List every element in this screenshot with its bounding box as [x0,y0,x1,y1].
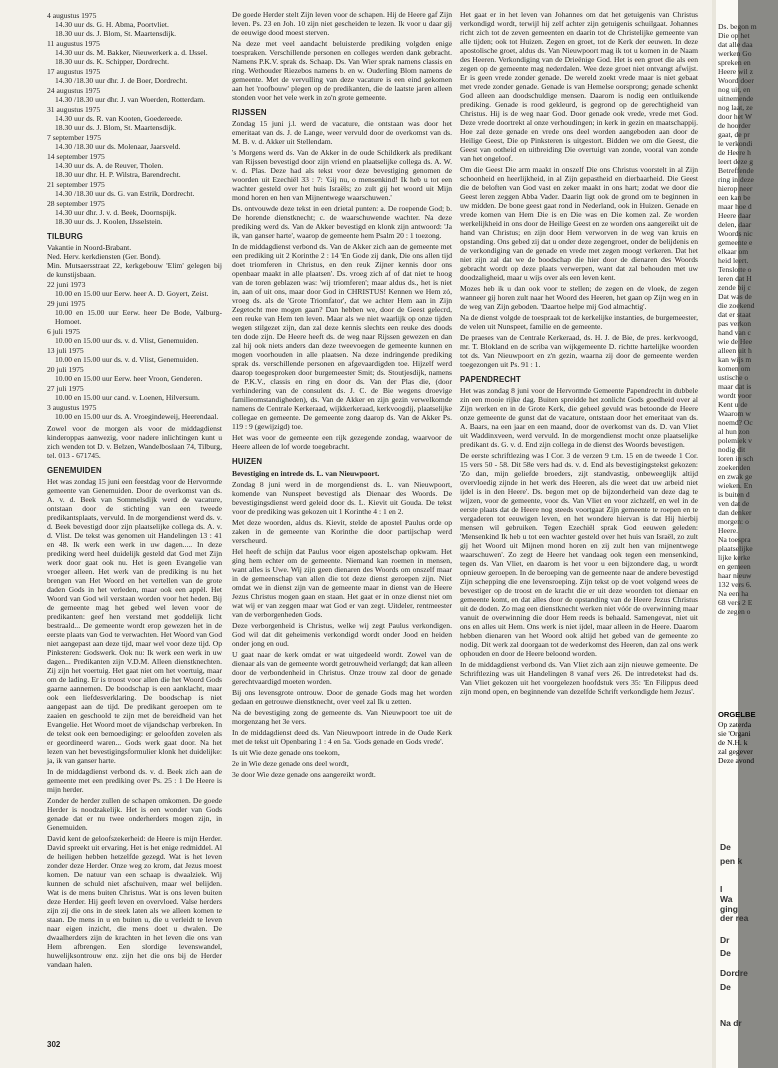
edge-fragment: 68 vers 2 E [718,598,753,607]
edge-fragment: Heere. [718,526,739,535]
edge-fragment: de hoorder [718,121,751,130]
genemuiden-paragraph: Na deze met veel aandacht beluisterde prediking volgden enige toespraken. Verschillende personen en colleges werden dank gebracht. Namens P.K.V. sprak ds. Schaap. Ds. Van Wier sprak namens classis en ring. Wethouder Riezebos namens b. en w. Ouderling Blom namens de gemeente. Met de vervulling van deze vacature is een eind gekomen aan het 'roofbouw' plegen op de predikanten, die de laatste jaren alleen stonden voor het vele werk in zo'n grote gemeente. [232,39,452,102]
genemuiden-body [47,477,222,969]
ad-fragment: De [720,982,731,992]
edge-fragment: wieken. En [718,481,753,490]
edge-fragment: ring in deze [718,175,754,184]
huizen-paragraph: Het gaat er in het leven van Johannes om dat het getuigenis van Christus verkondigd wordt, terwijl hij zelf achter zijn getuigenis schuilgaat. Johannes richt zich tot de zeven gemeenten en daarin tot de Christelijke gemeente van alle tijden; ook tot Huizen. Zegen en groet, tot de Kerk der eeuwen. In deze apostolische groet, aldus ds. Van Nieuwpoort mag ik tot u komen in de Naam des Heeren. Verkondiging van de Drieënige God. Het is een groet die als een zegen op de gemeente mag nederdalen. Wee deze groet niet ontvangt afwijst. Er is geen vrede zonder genade. De wereld zoekt vrede maar is niet gebaat met vrede zonder genade. Genade is van Hemelse oorsprong; genade schenkt God alleen aan doodschuldige mensen. Daarom is nodig een ontluikende prediking. Genade is rood gekleurd, is gegrond op de gerechtigheid van Christus. Hij is de weg naar God. Door genade ook vrede, vrede met God. Deze vrede doortrekt al onze verhoudingen; in kerk in gezin en maatschappij. Hoe zal deze genade en vrede ons deel worden aangeboden aan door de Heilige Geest, Die op Pinksteren is uitgestort. Bidden we om die Geest, die Geest van ootheid en uitbreiding Die overtuigt van zonde, vooral van zonde van het ongeloof. [460,10,698,163]
ad-fragment: pen k [720,856,743,866]
edge-fragment: nog uit, en [718,85,751,94]
edge-fragment: Betreffende [718,166,754,175]
schedule-date: 24 augustus 1975 [47,86,101,95]
edge-fragment: de zegen o [718,607,751,616]
edge-fragment: een kan be [718,193,751,202]
schedule-date: 28 september 1975 [47,199,105,208]
tilburg-intro-line: Ned. Herv. kerkdiensten (Ger. Bond). [47,252,161,261]
edge-fragment: ven dat de [718,499,750,508]
papendrecht-heading: PAPENDRECHT [460,375,521,384]
edge-fragment: polemiek v [718,436,752,445]
rijssen-body [232,119,452,451]
huizen-paragraph: De praeses van de Centrale Kerkeraad, ds. H. J. de Bie, de pres. kerkvoogd, mr. T. Blokland en de scriba van wijkgemeente D. richtte hartelijke woorden tot ds. Van Nieuwpoort en z'n gezin, waarna zij door de gemeente werden toegezongen uit Ps. 91 : 1. [460,333,698,369]
tilburg-service: 10.00 en 15.00 uur ds. v. d. Vlist, Genemuiden. [55,355,199,364]
edge-fragment: leren dat H [718,274,752,283]
ad-fragment: De [720,948,731,958]
edge-bottom-heading: ORGELBE [718,710,756,719]
edge-fragment: uitnemende [718,94,754,103]
schedule-line: 14.30 uur ds. M. Bakker, Nieuwerkerk a. d. IJssel. [55,48,208,57]
column-1 [47,10,222,971]
edge-fragment: gemeente e [718,238,753,247]
genemuiden-body-continued [232,10,452,102]
edge-bottom-line: de N.H. k [718,738,748,747]
rijssen-paragraph: Ds. ontvouwde deze tekst in een drietal punten: a. De roepende God; b. De horende dienstknecht; c. de waarschuwende wachter. Na deze prediking werd ds. Van de Akker bevestigd en klonk zijn antwoord: 'Ja ik, van ganser harte', waarop de gemeente hem Psalm 20 : 1 toezong. [232,204,452,240]
huizen-body [232,480,452,779]
ad-fragment: der rea [720,913,749,923]
huizen-paragraph: Zondag 8 juni werd in de morgendienst ds. L. van Nieuwpoort, komende van Nunspeet bevestigd als Dienaar des Woords. De bevestigingsdienst werd geleid door ds. L. Kievit uit Gouda. De tekst voor de prediking was gekozen uit 1 Korinthe 4 : 1 en 2. [232,480,452,516]
schedule-date: 31 augustus 1975 [47,105,101,114]
papendrecht-paragraph: In de middagdienst verbond ds. Van Vliet zich aan zijn nieuwe gemeente. De Schriftlezing was uit Handelingen 8 vanaf vers 26. De intredetekst had ds. Van Vliet gekozen uit het voorgelezen hoofdstuk vers 35: 'En Filippus deed zijn mond open, en beginnende van dezelfde Schrift verkondigde hem Jezus'. [460,660,698,696]
rijssen-paragraph: Het was voor de gemeente een rijk gezegende zondag, waarvoor de Heere alleen de lof worde toegebracht. [232,433,452,451]
huizen-subheading: Bevestiging en intrede ds. L. van Nieuwpoort. [232,469,380,478]
tilburg-intro-line: Vakantie in Noord-Brabant. [47,243,132,252]
edge-fragment: Die op het [718,31,750,40]
rijssen-paragraph: 's Morgens werd ds. Van de Akker in de oude Schildkerk als predikant van Rijssen bevestigd door zijn vriend en plaatselijke collega ds. A. W. v. d. Plas. Deze had als tekst voor deze bevestiging genomen de woorden uit Ezechiël 33 : 7: 'Gij nu, o mensenkind! Ik heb u tot een wachter gesteld over het huis Israëls; zo zult gij het woord uit Mijn mond horen en hen van Mijnentwege waarschuwen.' [232,148,452,202]
edge-fragment: door het W [718,112,753,121]
huizen-paragraph: Om die Geest Die arm maakt in onszelf Die ons Christus voorstelt in al Zijn schoonheid en heerlijkheid, in al Zijn gepastheid en dierbaarheid. Die Geest die de beloften van God vast en zeker maakt in ons hart; zodat we door die Geest leren zeggen Abba Vader. Daarin ligt ook de grond om te beginnen in uw midden. De bone geest gaat rond in Nederland, ook in Huizen. Genade en vrede komen van Hem Die is en Die was en Die komen zal. Ze worden werkelijkheid in ons door de Heilige Geest en ze worden ons aangereikt uit de hand van Christus; en zijn door Hem verworven in de weg van kruis en opstanding. Ons gebed zij dat u onder deze zegengroet, onder de belijdenis en de verkondiging van de genade en vrede met zegen moogt verkeren. Dat het niet zijn zal dat we de boodschap die hier door de dienaren des Woords gebracht wordt op deze plaats verwerpen, want dat zal behouden met uw doodzaligheid, maar u wijs over als een leven kent. [460,165,698,282]
huizen-paragraph: Met deze woorden, aldus ds. Kievit, stelde de apostel Paulus orde op zaken in de gemeente van Korinthe die door partijschap werd verscheurd. [232,518,452,545]
schedule-line: 18.30 uur ds. J. Blom, St. Maartensdijk. [55,29,177,38]
tilburg-service: 10.00 en 15.00 uur Eerw. heer De Bode, Valburg-Homoet. [55,308,222,326]
edge-fragment: al hun zon [718,427,750,436]
edge-fragment: lijke kerke [718,553,751,562]
ad-fragment: Wa [720,894,733,904]
huizen-paragraph: Is uit Wie deze genade ons toekom, [232,748,340,757]
tilburg-date: 27 juli 1975 [47,384,84,393]
schedule-line: 14.30 /18.30 uur dhr. J. van Woerden, Rotterdam. [55,95,206,104]
edge-fragment: leert deze g [718,157,753,166]
tilburg-closing: Zowel voor de morgen als voor de middagdienst kinderoppas aanwezig, voor nadere inlichtingen kunt u zich wenden tot D. v. Belzen, Wandelboslaan 74, Tilburg, tel. 013 - 671745. [47,424,222,460]
schedule-line: 14.30 uur dhr. J. v. d. Beek, Doornspijk. [55,208,177,217]
edge-fragment: gaat, de pr [718,130,750,139]
ad-fragment: De [720,842,731,852]
column-2 [232,10,452,781]
edge-fragment: en gemeen [718,562,751,571]
edge-fragment: pas verkon [718,319,752,328]
tilburg-service: 10.00 en 15.00 uur Eerw. heer Vroon, Genderen. [55,374,203,383]
schedule-date: 17 augustus 1975 [47,67,101,76]
edge-fragment: Woord doer [718,76,754,85]
edge-fragment: alleen uit h [718,346,752,355]
ad-fragment: Na dr [720,1018,742,1028]
edge-fragment: 132 vers 6. [718,580,752,589]
edge-fragment: Heere wil z [718,67,753,76]
edge-fragment: Kent u de [718,400,748,409]
huizen-paragraph: Bij ons levensgrote ontrouw. Door de genade Gods mag het worden gedaan en getrouwe dienstknecht, over veel zal Ik u zetten. [232,688,452,706]
schedule-line: 18.30 uur ds. J. Blom, St. Maartensdijk. [55,123,177,132]
tilburg-service: 10.00 en 15.00 uur cand. v. Loenen, Hilversum. [55,393,200,402]
schedule-line: 14.30 /18.30 uur dhr. J. de Boer, Dordrecht. [55,76,188,85]
edge-fragment: noemd? Oc [718,418,753,427]
page-number: 302 [47,1040,61,1049]
huizen-paragraph: Deze verborgenheid is Christus, welke wij zegt Paulus verkondigen. God wil dat dit geheimenis verkondigd wordt onder Jood en heiden onder jong en oud. [232,621,452,648]
edge-fragment: komen om [718,364,751,373]
huizen-paragraph: Na de bevestiging zong de gemeente ds. Van Nieuwpoort toe uit de morgenzang het 3e vers. [232,708,452,726]
schedule-date: 4 augustus 1975 [47,11,97,20]
edge-bottom-line: Op zaterda [718,720,752,729]
edge-fragment: Na een ha [718,589,749,598]
schedule-line: 18.30 uur ds. J. Koolen, IJsselstein. [55,217,163,226]
edge-fragment: plaatselijke [718,544,753,553]
huizen-paragraph: In de middagdienst deed ds. Van Nieuwpoort intrede in de Oude Kerk met de tekst uit Openbaring 1 : 4 en 5a. 'Gods genade en Gods vrede'. [232,728,452,746]
next-page-strip [716,0,757,1068]
edge-fragment: hierop neer [718,184,753,193]
tilburg-date: 20 juli 1975 [47,365,84,374]
huizen-paragraph: U gaat naar de kerk omdat er wat uitgedeeld wordt. Zowel van de dienaar als van de gemeente wordt getrouwheid verlangd; dat kan alleen door de verbondenheid in Christus. Onze trouw zal door de genade gerechtvaardigd moeten worden. [232,650,452,686]
tilburg-date: 22 juni 1973 [47,280,86,289]
schedule-line: 18.30 uur dhr. H. P. Wilstra, Barendrecht. [55,170,181,179]
tilburg-service: 10.00 en 15.00 uur ds. A. Vroegindeweij, Heerendaal. [55,412,219,421]
edge-fragment: is buiten d [718,490,750,499]
ad-fragment: Dr [720,935,730,945]
edge-fragment: die zoekend [718,301,755,310]
tilburg-service: 10.00 en 15.00 uur ds. v. d. Vlist, Genemuiden. [55,336,199,345]
edge-fragment: morgen: o [718,517,749,526]
edge-fragment: loren in sch [718,454,754,463]
huizen-paragraph: Hel heeft de schijn dat Paulus voor eigen apostelschap opkwam. Het ging hem echter om de gemeente. Niemand kan roemen in mensen, want alles is Uwe. Wij zijn geen dienaren des Woords om onszelf maar in de gemeenschap van allen die tot deze dienst geroepen zijn. Niet omdat we in dienst zijn van de gemeente maar in dienst van de Heere Jezus Christus mogen gaan en staan. Het gaat er in onze dienst niet om wat wij er van zeggen maar wat God er van zegt. Uitdeler, rentmeester van de verborgenheden Gods. [232,547,452,619]
huizen-paragraph: 3e door Wie deze genade ons aangereikt wordt. [232,770,376,779]
edge-text-fragments [718,22,778,616]
edge-fragment: elkaar om [718,247,749,256]
edge-fragment: dan denker [718,508,752,517]
huizen-heading: HUIZEN [232,457,263,466]
edge-bottom-line: zal gegever [718,747,753,756]
column-3 [460,10,698,698]
genemuiden-paragraph: Het was zondag 15 juni een feestdag voor de Hervormde gemeente van Genemuiden. Door de overkomst van ds. A. v. d. Beek van Sommelsdijk werd de vacature, ontstaan door de stichting van een tweede predikantsplaats, vervuld. In de morgendienst werd ds. v. d. Beek bevestigd door zijn plaatselijke collega ds. A. v. d. Vlist. De tekst was genomen uit Handelingen 13 : 41 en 48. Ik werk een werk in uw dagen..... In deze prediking werd heel duidelijk gesteld dat God met Zijn werk door gaat ook nu. Het is geen Evangelie van vroeger alleen. Het werk van de prediking is nu het brengen van Het Woord en het vertellen van de grote daden Gods in het verleden, maar ook een appèl. Het Woord van God wil verstaan worden voor het heden. Bij de gemeente mag het gebed wel leven voor de predikanten: geef hen verstand met goddelijk licht bestraald... De gemeente wordt erop gewezen het in de eerste plaats van God te verwachten. Het Woord van God niet aangepast aan deze tijd, maar wel voor deze tijd. Op Pinksteren: Godswerk. Ook nu: Ik werk een werk in uw dagen... Predikanten zijn V.D.M. Alleen dienstknechten. Zij zijn het voertuig. Het gaat niet om het voertuig, maar om de lading. Er is troost voor allen die het Woord Gods gaarne aannemen. De boodschap is een aanklacht, maar ook een liefdesverklaring. De boodschap is niet aangepast aan de tijd. De predikant geroepen om te zaaien en geschoold te zijn met de bereidheid van het Evangelie. Het Woord moet de vijandschap verbreken. In de tekst ook een bemoediging: er geloofden zovelen als er geordineerd waren... Gods werk gaat door. Na het lezen van het bevestigingsformulier klonk het duidelijke: ja, ik van ganser harte. [47,477,222,765]
genemuiden-heading: GENEMUIDEN [47,466,102,475]
schedule-date: 14 september 1975 [47,152,105,161]
tilburg-date: 13 juli 1975 [47,346,84,355]
edge-fragment: Na toespra [718,535,751,544]
edge-bottom-line: Deze avond [718,756,755,765]
schedule-line: 14.30 /18.30 uur ds. G. van Estrik, Dordrecht. [55,189,195,198]
schedule-date: 7 september 1975 [47,133,101,142]
edge-fragment: delen, daar [718,220,752,229]
edge-fragment: wie de Hee [718,337,753,346]
edge-fragment: kan wijs m [718,355,752,364]
huizen-paragraph: 2e in Wie deze genade ons deel wordt, [232,759,349,768]
genemuiden-paragraph: David kent de geloofszekerheid: de Heere is mijn Herder. David spreekt uit ervaring. Het is het enige redmiddel. Al de heiligen hebben hetzelfde gezegd. Wat is het leven zonder deze Herder. Onze weg zo krom, dat Jezus moest komen. De natuur van een schaap is dwaalziek. Wij kunnen de schuld niet afschuiven, maar wel belijden. Wat is de mens buiten Christus. Wat is ons leven buiten deze Herder. Hij geeft leven en overvloed. Valse herders zijn zij die ons in de steek laten als we alleen komen te staan. De mens in u en buiten u, die u verleidt te leven naar eigen inzicht, die mens doet u dwalen. De dwaalherders zijn de krachten in het leven die ons van Hem afbrengen. Een slordige levenswandel, huwelijksontrouw enz. zijn het die ons bij de Herder vandaan halen. [47,834,222,969]
huizen-body-continued [460,10,698,369]
schedule-line: 14.30 uur ds. R. van Kooten, Goedereede. [55,114,183,123]
tilburg-intro-line: Min. Mutsaersstraat 22, kerkgebouw 'Elim' gelegen bij de kunstijsbaan. [47,261,222,279]
edge-fragment: ustische o [718,373,749,382]
edge-fragment: spreken en [718,58,751,67]
papendrecht-paragraph: De eerste schriftlezing was I Cor. 3 de verzen 9 t.m. 15 en de tweede 1 Cor. 15 vers 50 - 58. Dit 58e vers had ds. v. d. End als bevestigingstekst gekozen: 'Zo dan, mijn geliefde broeders, zijt standvastig, onbeweeglijk altijd overvloedig zijnde in het werk des Heeren, als die weet dat uw arbeid niet ijdel is in den Heere'. Ds. begon met op de bijzonderheid van deze dag te wijzen, voor de gemeente, voor ds. Van Vliet en voor zichzelf, en wel in de eerste plaats dat de Heere nog steeds voortgaat Zijn gemeente te roepen en te vergaderen tot eeuwigen leven, en het wondere hiervan is dat Hij hierbij mensen wil gebruiken. Tegen Ezechiël sprak God eeuwen geleden: 'Mensenkind Ik heb u tot een wachter gesteld over het huis van Israël, zo zult gij het Woord uit Mijnen mond horen en zij zult hen van mijnentwege waarschuwen'. Zo zegt de Heere het vandaag ook tegen een mensenkind, tegen ds. Van Vliet, en daarom is het voor u een bijzondere dag, u wordt opnieuw geroepen. In de beroeping van de gemeente naar de andere bevestigd Zijn schepping die ene levensroeping. Zijn tekst op de voet volgend wees de bevestiger op de troost en de kracht die er uit deze woorden tot dienaar en gemeente komt, en dat alles door de opstanding van de Heere Jezus Christus uit de doden. Zo mag een dienstknecht werken niet vóór de overwinning maar vanuit de overwinning die door Hem reeds is behaald. Samengevat, niet uit ons en alles uit Hem. Ons werk is niet ijdel, maar alleen in de Heere. Daarom hebben dienaren van het Woord ook altijd het gebed van de gemeente zo nodig. Dit werk zal doorgaan tot de wederkomst des Heeren, dan zal ons werk ophouden en door de Heere beloond worden. [460,451,698,658]
ad-fragment: I [720,884,723,894]
edge-fragment: nog laat, ze [718,103,753,112]
vacation-schedule [47,11,222,226]
edge-fragment: haar nieuw [718,571,752,580]
edge-fragment: maar hoe d [718,202,752,211]
edge-fragment: hand van c [718,328,751,337]
ad-fragment: ging [720,904,738,914]
edge-fragment: Woords nic [718,229,753,238]
schedule-line: 14.30 uur ds. A. de Reuver, Tholen. [55,161,164,170]
edge-fragment: wordt voor [718,391,752,400]
papendrecht-paragraph: Het was zondag 8 juni voor de Hervormde Gemeente Papendrecht in dubbele zin een mooie rijke dag. Buiten spreidde het zonlicht Gods goedheid over al Zijn werken en in de Grote Kerk, die geheel gevuld was betoonde de Heere onze gemeente de gunst dat de vacature, ontstaan door het emeritaat van ds. A. Baars, na een jaar en een maand, door de overkomst van ds. D. van Vliet uit Waddinxveen, werd vervuld. In de morgendienst mocht onze plaatselijke predikant ds. G. v. d. End zijn collega in de dienst des Woords bevestigen. [460,386,698,449]
tilburg-service: 10.00 en 15.00 uur Eerw. heer A. D. Goyert, Zeist. [55,289,209,298]
edge-bottom-line: sie 'Organi [718,729,751,738]
edge-fragment: Ds. begon m [718,22,757,31]
genemuiden-paragraph: De goede Herder stelt Zijn leven voor de schapen. Hij de Heere gaf Zijn leven. Ps. 23 en Joh. 10 zijn niet gescheiden te lezen. Ik voor u daar gij de eeuwige dood moest sterven. [232,10,452,37]
edge-fragment: le verkondi [718,139,753,148]
schedule-date: 21 september 1975 [47,180,105,189]
tilburg-date: 6 juli 1975 [47,327,80,336]
huizen-paragraph: Na de dienst volgde de toespraak tot de kerkelijke instanties, de burgemeester, de velen uit Nunspeet, familie en de gemeente. [460,313,698,331]
edge-fragment: zoekenden [718,463,751,472]
huizen-paragraph: Mozes heb ik u dan ook voor te stellen; de zegen en de vloek, de zegen wanneer gij horen zult naar het Woord des Heeren, het gaan op Zijn weg en in de weg van Zijn geboden. 'Daartoe helpe mij God almachtig'. [460,284,698,311]
schedule-line: 14.30 uur ds. G. H. Abma, Poortvliet. [55,20,169,29]
rijssen-heading: RIJSSEN [232,108,267,117]
edge-fragment: Heere daar [718,211,752,220]
edge-fragment: en zwak ge [718,472,753,481]
tilburg-heading: TILBURG [47,232,84,241]
edge-fragment: zende bij c [718,283,751,292]
edge-fragment: dat er staat [718,310,751,319]
papendrecht-body [460,386,698,696]
tilburg-date: 29 juni 1975 [47,299,86,308]
edge-fragment: de Heere h [718,148,751,157]
tilburg-date: 3 augustus 1975 [47,403,97,412]
edge-fragment: werken Go [718,49,752,58]
edge-fragment: Tenslotte o [718,265,752,274]
tilburg-intro [47,243,222,279]
genemuiden-paragraph: Zonder de herder zullen de schapen omkomen. De goede Herder is noodzakelijk. Het is een wonder van Gods genade dat er nu twee onderherders mogen zijn, in Genemuiden. [47,796,222,832]
tilburg-dates [47,280,222,421]
rijssen-paragraph: In de middagdienst verbond ds. Van de Akker zich aan de gemeente met een prediking uit 2 Korinthe 2 : 14 'En Gode zij dank, Die ons allen tijd doet triomferen in Christus, en den reuk Zijner kennis door ons openbaar maakt in alle plaatsen'. Ds. vroeg zich af of dat niet te hoog van de toren geblazen was: 'wij triomferen'; maar aldus ds., het is niet in, aan of uit ons, maar door God in CHRISTUS! Kennen we Hem zó, vroeg ds. als de 'Grote Triomfator', dat we achter Hem aan in Zijn Zegetocht mee mogen gaan? Dan hebben we, door de Geest gelecrd, een reuke van Hem ten leven. Maar als we niet waarlijk op onze tijden wegen stilgezet zijn, dan zal deze kennis slechts een reuke des doods ten dode zijn. De Heere heeft ds. de weg naar Rijssen gewezen en dan zal hij ook niets anders dan deze tweevoegen de gemeente kunnen en mogen voorhouden in alle plaatsen. Na deze indringende prediking sprak ds. verschillende personen en afgevaardigden toe. Hijzelf werd daarop toegesproken door burgemeester Smit; ds. Stoutjesdijk, namens de P.K.V., classis en ring en door ds. Van der Plas die, (door verhindering van de consulent ds. J. C. de Bie wegens droevige familieomstandigheden), ds. Van de Akker en zijn gezin verwelkomde namens de Centrale Kerkeraad, wijkkerkeraad, kerkvoogdij, plaatselijke collegae en gemeente. De gemeente zong daarop ds. Van de Akker Ps. 119 : 9 (gewijzigd) toe. [232,242,452,431]
schedule-date: 11 augustus 1975 [47,39,100,48]
edge-fragment: Dat was de [718,292,752,301]
edge-fragment: maar dat is [718,382,752,391]
rijssen-paragraph: Zondag 15 juni j.l. werd de vacature, die ontstaan was door het emeritaat van ds. J. de Lange, weer vervuld door de overkomst van ds. M. B. v. d. Akker uit Stellendam. [232,119,452,146]
edge-fragment: Waarom w [718,409,751,418]
genemuiden-paragraph: In de middagdienst verbond ds. v. d. Beek zich aan de gemeente met een prediking over Ps. 25 : 1 De Heere is mijn herder. [47,767,222,794]
ad-fragment: Dordre [720,968,748,978]
schedule-line: 14.30 /18.30 uur ds. Molenaar, Jaarsveld. [55,142,181,151]
edge-fragment: nodig dit [718,445,746,454]
edge-fragment: dat alle daa [718,40,753,49]
edge-fragment: heid leert. [718,256,749,265]
schedule-line: 18.30 uur ds. K. Schipper, Dordrecht. [55,57,170,66]
edge-bottom-section [718,710,778,765]
